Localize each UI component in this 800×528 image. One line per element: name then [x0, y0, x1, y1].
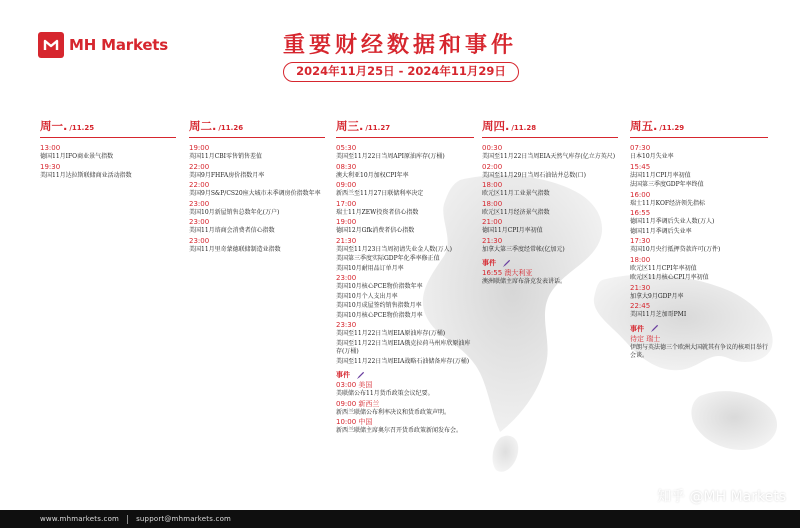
event-time: 18:00 — [482, 199, 503, 208]
event-item — [630, 191, 768, 209]
event-time: 19:30 — [40, 162, 61, 171]
event-description: 德国11月CPI月率初值 — [482, 227, 543, 234]
event-item — [189, 144, 325, 162]
event-item — [336, 418, 474, 436]
event-description: 瑞士11月KOF经济领先指标 — [630, 199, 706, 207]
event-item — [630, 237, 768, 255]
event-item — [482, 269, 618, 287]
event-item — [336, 274, 474, 292]
event-item — [336, 400, 474, 418]
event-item — [336, 302, 474, 311]
event-description: 美国至11月22日当周EIA战略石油储备库存(万桶) — [336, 357, 470, 365]
event-item — [630, 256, 768, 274]
event-time: 23:00 — [189, 236, 210, 245]
event-time: 07:30 — [630, 144, 651, 152]
event-item — [40, 163, 176, 181]
event-item — [482, 200, 618, 218]
event-item — [630, 181, 768, 190]
event-description: 德国11月IFO商业景气指数 — [40, 153, 114, 160]
event-description: 美联储公布11月货币政策会议纪要。 — [336, 390, 434, 397]
event-description: 欧元区11月核心CPI月率初值 — [630, 274, 709, 281]
event-time: 05:30 — [336, 144, 357, 152]
events-section-label: 事件 — [482, 259, 496, 267]
event-time: 18:00 — [482, 181, 503, 189]
events-section-header — [336, 370, 474, 380]
event-time: 21:00 — [482, 218, 503, 226]
event-description: 美国11月达拉斯联储商业活动指数 — [40, 171, 132, 179]
footer-email[interactable]: support@mhmarkets.com — [136, 515, 232, 523]
event-description: 加拿大9月GDP月率 — [630, 292, 684, 300]
day-header — [189, 118, 325, 138]
event-item — [630, 284, 768, 302]
event-time: 16:55 — [630, 209, 651, 217]
pen-icon — [356, 371, 365, 380]
event-description: 美国至11月22日当周EIA俄克拉荷马州库欣原油库存(万桶) — [336, 339, 471, 355]
event-description: 美国11月里奇蒙德联储制造业指数 — [189, 245, 281, 253]
footer-bar — [0, 510, 800, 528]
event-description: 加拿大第三季度经常帐(亿加元) — [482, 245, 565, 253]
day-label: 周一. — [40, 119, 68, 133]
event-item — [630, 209, 768, 227]
day-date: /11.27 — [365, 124, 391, 132]
event-item — [336, 358, 474, 367]
events-section-label: 事件 — [630, 324, 644, 333]
event-list — [40, 138, 176, 180]
event-item — [630, 163, 768, 181]
event-item — [189, 200, 325, 218]
page-title: 重要财经数据和事件 — [282, 33, 517, 58]
event-time: 17:00 — [336, 199, 357, 208]
event-item — [630, 274, 768, 283]
event-time: 15:45 — [630, 162, 651, 171]
event-item — [482, 163, 618, 181]
day-column — [482, 118, 618, 288]
event-description: 瑞士11月ZEW投资者信心指数 — [336, 208, 419, 216]
event-item — [630, 302, 768, 320]
event-description: 欧元区11月经济景气指数 — [482, 208, 550, 216]
day-column — [189, 118, 325, 255]
event-item — [189, 218, 325, 236]
day-label: 周四. — [482, 119, 510, 133]
event-time: 00:30 — [482, 144, 503, 152]
event-time: 19:00 — [189, 144, 210, 152]
event-time: 23:00 — [189, 218, 210, 226]
event-description: 美国至11月22日当周EIA原油库存(万桶) — [336, 330, 446, 337]
event-time: 08:30 — [336, 162, 357, 171]
event-list — [630, 138, 768, 361]
day-column — [630, 118, 768, 362]
event-time: 待定 瑞士 — [630, 334, 661, 343]
event-description: 澳洲联储主席布洛克发表讲话。 — [482, 278, 567, 285]
day-label: 周二. — [189, 119, 217, 133]
event-description: 美国10月耐用品订单月率 — [336, 264, 404, 272]
event-list — [482, 138, 618, 287]
event-time: 18:00 — [630, 255, 651, 264]
day-column — [336, 118, 474, 437]
zhihu-watermark: 知乎 @MH Markets — [657, 489, 786, 505]
event-time: 21:30 — [336, 236, 357, 245]
event-item — [336, 381, 474, 399]
event-description: 德国11月季调后失业人数(万人) — [630, 218, 715, 225]
event-description: 美国至11月22日当周EIA天然气库存(亿立方英尺) — [482, 153, 616, 160]
events-section-header — [482, 258, 618, 268]
event-item — [336, 321, 474, 339]
event-description: 英国11月CBI零售销售差值 — [189, 153, 263, 160]
event-time: 22:00 — [189, 162, 210, 171]
footer-divider — [127, 515, 128, 524]
event-item — [40, 144, 176, 162]
event-time: 21:30 — [630, 283, 651, 292]
events-section-header — [630, 324, 768, 334]
event-item — [630, 228, 768, 237]
event-description: 美国至11月23日当周初请失业金人数(万人) — [336, 245, 452, 253]
event-item — [336, 265, 474, 274]
date-range-badge: 2024年11月25日 - 2024年11月29日 — [283, 62, 519, 82]
event-description: 英国10月央行抵押贷款许可(万件) — [630, 246, 721, 253]
day-label: 周三. — [336, 119, 364, 133]
event-description: 美国第三季度实际GDP年化季率修正值 — [336, 255, 440, 262]
day-date: /11.26 — [218, 124, 244, 132]
event-time: 16:55 澳大利亚 — [482, 269, 533, 277]
event-item — [336, 163, 474, 181]
event-item — [336, 293, 474, 302]
day-date: /11.29 — [659, 124, 685, 132]
event-description: 美国9月S&P/CS20座大城市未季调房价指数年率 — [189, 190, 321, 197]
event-time: 09:00 — [336, 181, 357, 189]
event-time: 22:45 — [630, 302, 651, 310]
event-time: 22:00 — [189, 181, 210, 189]
event-description: 伊朗与英法德三个欧洲大国就其有争议的核项目举行会谈。 — [630, 343, 769, 359]
event-time: 09:00 新西兰 — [336, 399, 380, 408]
event-item — [336, 312, 474, 321]
event-time: 10:00 中国 — [336, 418, 373, 426]
event-item — [630, 335, 768, 361]
day-header — [40, 118, 176, 138]
event-description: 欧元区11月工业景气指数 — [482, 190, 550, 197]
event-item — [482, 218, 618, 236]
footer-website[interactable]: www.mhmarkets.com — [40, 515, 120, 523]
event-time: 19:00 — [336, 218, 357, 226]
brand-name: MH Markets — [69, 36, 168, 54]
event-description: 欧元区11月CPI年率初值 — [630, 264, 697, 272]
event-list — [336, 138, 474, 436]
event-time: 23:00 — [189, 199, 210, 208]
event-description: 德国12月Gfk消费者信心指数 — [336, 227, 415, 234]
event-item — [336, 181, 474, 199]
day-date: /11.25 — [69, 124, 95, 132]
day-header — [336, 118, 474, 138]
event-item — [482, 181, 618, 199]
day-date: /11.28 — [511, 124, 537, 132]
event-description: 美国至11月29日当周石油钻井总数(口) — [482, 171, 586, 179]
day-label: 周五. — [630, 119, 658, 133]
event-description: 法国11月CPI月率初值 — [630, 171, 691, 179]
events-section-label: 事件 — [336, 371, 350, 379]
event-time: 21:30 — [482, 236, 503, 245]
event-description: 美国至11月22日当周API原油库存(万桶) — [336, 153, 445, 160]
event-description: 美国11月芝加哥PMI — [630, 311, 687, 318]
event-item — [336, 340, 474, 357]
event-description: 日本10月失业率 — [630, 153, 674, 160]
event-description: 美国9月FHFA房价指数月率 — [189, 171, 265, 179]
event-description: 新西兰联储公布利率决议和货币政策声明。 — [336, 408, 451, 416]
event-description: 德国11月季调后失业率 — [630, 227, 692, 235]
event-time: 03:00 美国 — [336, 381, 373, 389]
event-time: 17:30 — [630, 237, 651, 245]
event-item — [482, 144, 618, 162]
event-list — [189, 138, 325, 254]
event-item — [189, 163, 325, 181]
day-header — [630, 118, 768, 138]
day-header — [482, 118, 618, 138]
event-description: 美国10月核心PCE物价指数年率 — [336, 283, 423, 290]
event-time: 16:00 — [630, 190, 651, 199]
event-item — [630, 144, 768, 162]
event-item — [189, 237, 325, 255]
event-item — [336, 237, 474, 255]
event-item — [482, 237, 618, 255]
day-column — [40, 118, 176, 181]
pen-icon — [650, 324, 659, 333]
event-time: 13:00 — [40, 144, 61, 152]
event-item — [189, 181, 325, 199]
event-time: 23:30 — [336, 321, 357, 329]
event-time: 23:00 — [336, 274, 357, 282]
event-description: 新西兰联储主席奥尔召开货币政策新闻发布会。 — [336, 427, 463, 434]
event-description: 澳大利亚10月加权CPI年率 — [336, 171, 409, 179]
event-item — [336, 218, 474, 236]
pen-icon — [502, 259, 511, 268]
event-description: 美国10月核心PCE物价指数月率 — [336, 311, 423, 319]
event-description: 美国10月成屋签约销售指数月率 — [336, 302, 422, 309]
event-description: 美国11月谘商会消费者信心指数 — [189, 227, 275, 234]
event-description: 新西兰至11月27日联储利率决定 — [336, 190, 424, 197]
event-description: 法国第三季度GDP年率终值 — [630, 181, 704, 188]
event-item — [336, 200, 474, 218]
event-time: 02:00 — [482, 162, 503, 171]
event-description: 美国10月新屋销售总数年化(万户) — [189, 208, 280, 216]
event-description: 美国10月个人支出月率 — [336, 292, 398, 300]
event-item — [336, 255, 474, 264]
event-item — [336, 144, 474, 162]
